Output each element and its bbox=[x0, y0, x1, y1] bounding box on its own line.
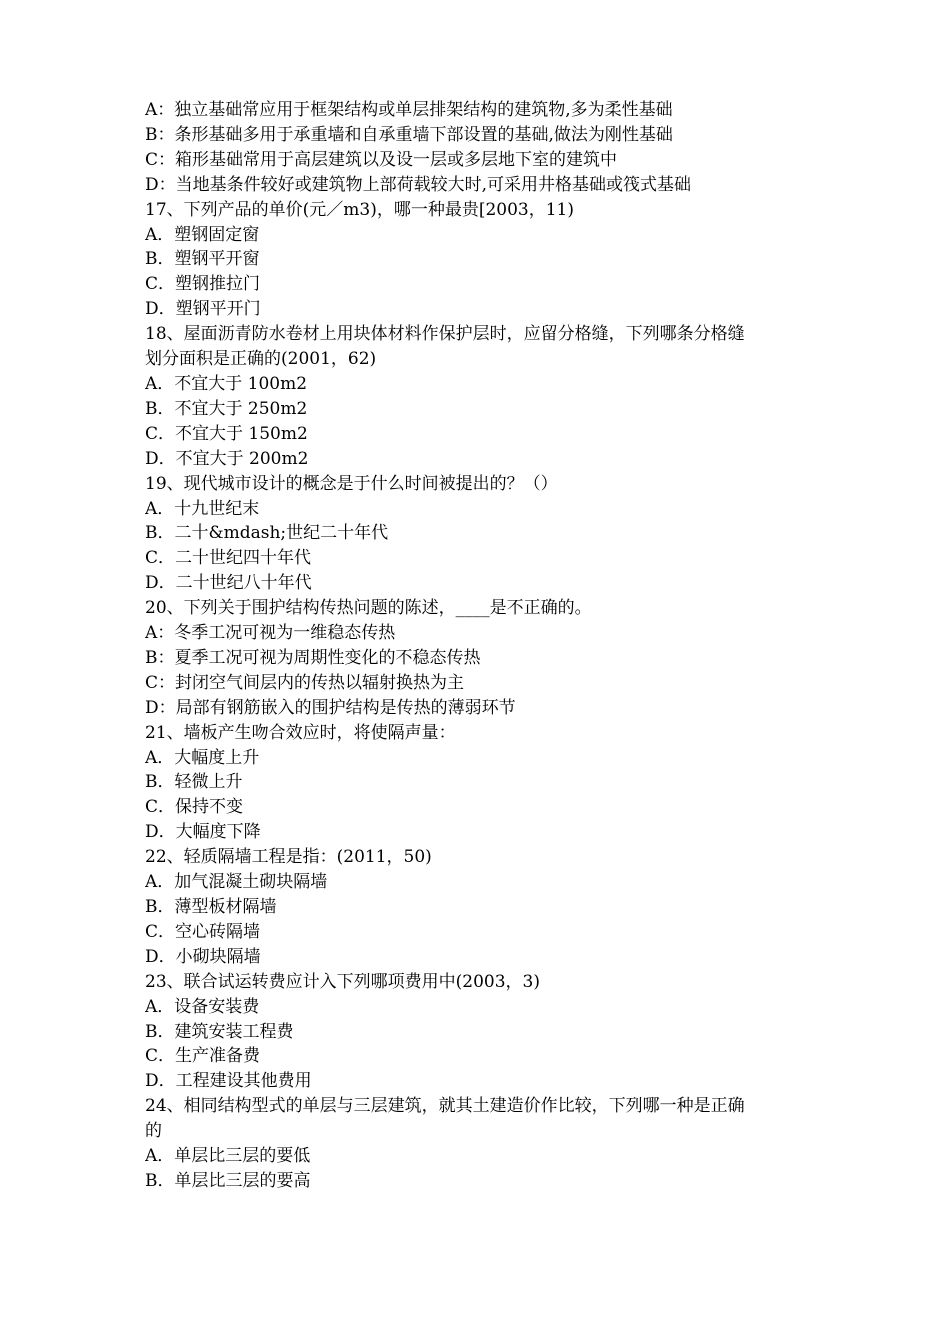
option-line: B：条形基础多用于承重墙和自承重墙下部设置的基础,做法为刚性基础 bbox=[145, 124, 673, 145]
question-21: 21、墙板产生吻合效应时，将使隔声量： bbox=[145, 722, 456, 743]
option-line: A．单层比三层的要低 bbox=[145, 1146, 311, 1167]
option-line: A．十九世纪末 bbox=[145, 498, 260, 519]
option-line: B．不宜大于 250m2 bbox=[145, 398, 308, 419]
option-line: C．二十世纪四十年代 bbox=[145, 548, 312, 569]
question-22: 22、轻质隔墙工程是指：(2011，50) bbox=[145, 847, 432, 868]
option-line: D．小砌块隔墙 bbox=[145, 946, 261, 967]
option-line: B．轻微上升 bbox=[145, 772, 243, 793]
option-line: C．保持不变 bbox=[145, 797, 244, 818]
option-line: B．塑钢平开窗 bbox=[145, 249, 260, 270]
option-line: A：冬季工况可视为一维稳态传热 bbox=[145, 623, 396, 644]
option-line: D：当地基条件较好或建筑物上部荷载较大时,可采用井格基础或筏式基础 bbox=[145, 174, 692, 195]
option-line: C．空心砖隔墙 bbox=[145, 921, 261, 942]
option-line: D．塑钢平开门 bbox=[145, 299, 261, 320]
document-body bbox=[145, 98, 815, 1194]
option-line: B．单层比三层的要高 bbox=[145, 1170, 311, 1191]
option-line: A：独立基础常应用于框架结构或单层排架结构的建筑物,多为柔性基础 bbox=[145, 100, 673, 120]
option-line: C：箱形基础常用于高层建筑以及设一层或多层地下室的建筑中 bbox=[145, 149, 618, 170]
question-18-continued: 划分面积是正确的(2001，62) bbox=[145, 349, 377, 370]
question-24: 24、相同结构型式的单层与三层建筑，就其土建造价作比较，下列哪一种是正确 bbox=[145, 1096, 745, 1117]
question-17: 17、下列产品的单价(元／m3)，哪一种最贵[2003，11) bbox=[145, 199, 574, 220]
option-line: B．薄型板材隔墙 bbox=[145, 897, 277, 917]
option-line: B：夏季工况可视为周期性变化的不稳态传热 bbox=[145, 647, 481, 668]
option-line: A．大幅度上升 bbox=[145, 747, 260, 768]
option-line: D．二十世纪八十年代 bbox=[145, 573, 312, 594]
option-line: B．二十&mdash;世纪二十年代 bbox=[145, 523, 389, 544]
question-18: 18、屋面沥青防水卷材上用块体材料作保护层时，应留分格缝，下列哪条分格缝 bbox=[145, 324, 745, 345]
option-line: A．加气混凝土砌块隔墙 bbox=[145, 872, 328, 893]
option-line: A．不宜大于 100m2 bbox=[145, 373, 308, 394]
option-line: C．不宜大于 150m2 bbox=[145, 423, 308, 444]
option-line: C．塑钢推拉门 bbox=[145, 274, 261, 295]
option-line: C．生产准备费 bbox=[145, 1046, 261, 1067]
option-line: A．设备安装费 bbox=[145, 996, 260, 1017]
option-line: D．大幅度下降 bbox=[145, 822, 261, 843]
question-19: 19、现代城市设计的概念是于什么时间被提出的？（） bbox=[145, 473, 558, 494]
option-line: A．塑钢固定窗 bbox=[145, 224, 260, 245]
question-24-continued: 的 bbox=[145, 1121, 162, 1142]
option-line: D．不宜大于 200m2 bbox=[145, 448, 309, 469]
option-line: B．建筑安装工程费 bbox=[145, 1021, 294, 1042]
option-line: D：局部有钢筋嵌入的围护结构是传热的薄弱环节 bbox=[145, 697, 516, 718]
question-23: 23、联合试运转费应计入下列哪项费用中(2003，3) bbox=[145, 971, 540, 992]
option-line: D．工程建设其他费用 bbox=[145, 1071, 312, 1092]
question-20: 20、下列关于围护结构传热问题的陈述，____是不正确的。 bbox=[145, 598, 592, 619]
option-line: C：封闭空气间层内的传热以辐射换热为主 bbox=[145, 672, 465, 693]
